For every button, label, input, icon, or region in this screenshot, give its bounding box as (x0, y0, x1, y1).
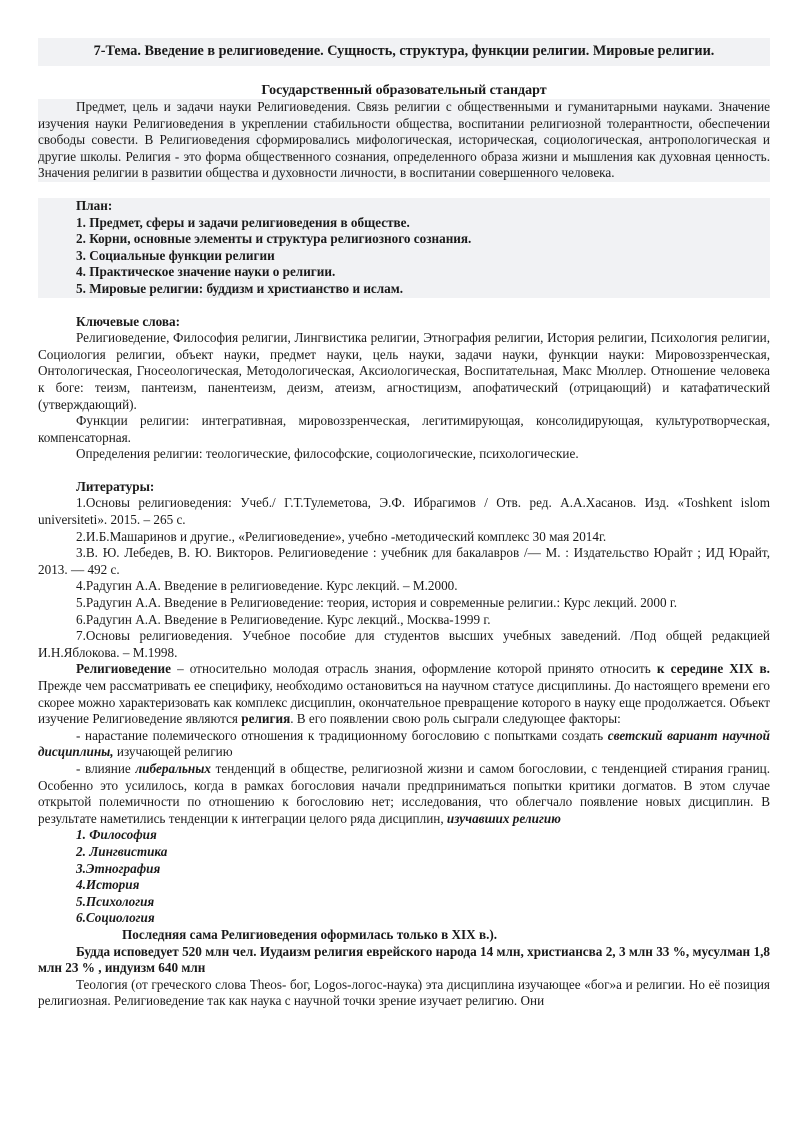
discipline-item: 5.Психология (76, 893, 155, 909)
stats-line: Будда исповедует 520 млн чел. Иудаизм религия еврейского народа 14 млн, христиансва 2, 3 млн 33 %, мусулман 1,8 млн 23 % , индуизм 640 млн (38, 943, 770, 976)
text-run: - нарастание полемического отношения к традиционному богословию с попытками создать (76, 727, 608, 743)
discipline-item: 3.Этнография (76, 860, 161, 876)
plan-item: 1. Предмет, сферы и задачи религиоведения в обществе. (76, 214, 410, 230)
keywords-definitions: Определения религии: теологические, философские, социологические, психологические. (76, 446, 579, 462)
plan-section (38, 198, 770, 298)
keywords-functions: Функции религии: интегративная, мировоззренческая, легитимирующая, консолидирующая, культуротворческая, компенсаторная. (38, 413, 770, 445)
plan-item: 5. Мировые религии: буддизм и христианство и ислам. (76, 280, 404, 296)
discipline-item: 2. Лингвистика (76, 843, 168, 859)
standard-text: Предмет, цель и задачи науки Религиоведения. Связь религии с общественными и гуманитарными науками. Значение изучения науки Религиоведения в укреплении стабильности общества, воспитании религиозной толерантности, обеспечении свободы совести. В Религиоведения сформировались мифологическая, историческая, социологическая, антропологическая и другие школы. Религия - это форма общественного сознания, определенного образа жизни и мышления как духовная ценность. Значения религии в развитии общества и духовности личности, в воспитании совершенного человека. (38, 99, 770, 181)
literature-item: 5.Радугин А.А. Введение в Религиоведение: теория, история и современные религии.: Курс лекций. 2000 г. (76, 595, 678, 611)
page-title: 7-Тема. Введение в религиоведение. Сущность, структура, функции религии. Мировые религии. (38, 38, 770, 66)
emphasis-studying: изучавших религию (446, 810, 561, 826)
plan-item: 3. Социальные функции религии (76, 247, 275, 263)
discipline-item: 4.История (76, 877, 140, 893)
emphasis-religiya: религия (241, 711, 291, 727)
literature-item: 6.Радугин А.А. Введение в Религиоведение. Курс лекций., Москва-1999 г. (76, 611, 491, 627)
discipline-item: 1. Философия (76, 827, 157, 843)
text-run: – относительно молодая отрасль знания, оформление которой принято относить (170, 661, 657, 677)
final-paragraph: Теология (от греческого слова Theos- бог, Logos-логос-наука) эта дисциплина изучающее «бог»а и религии. Но её позиция религиозная. Религиоведение так как наука с научной точки зрение изучает религию. Они (38, 976, 770, 1009)
emphasis-secular: светский вариант научной дисциплины, (38, 727, 770, 760)
literature-item: 7.Основы религиоведения. Учебное пособие для студентов высших учебных заведений. /Под общей редакцией И.Н.Яблокова. – М.1998. (38, 628, 770, 660)
body-paragraph-2 (38, 728, 770, 761)
body-paragraph-3 (38, 761, 770, 827)
plan-item: 4. Практическое значение науки о религии. (76, 264, 336, 280)
emphasis-xix: к середине XIX в. (656, 661, 770, 677)
body-paragraph-1 (38, 661, 770, 727)
plan-heading: План: (76, 197, 113, 213)
text-run: изучающей религию (113, 744, 233, 760)
term-religiovedenie: Религиоведение (76, 661, 171, 677)
literature-item: 4.Радугин А.А. Введение в религиоведение. Курс лекций. – М.2000. (76, 578, 458, 594)
keywords-paragraph: Религиоведение, Философия религии, Лингвистика религии, Этнография религии, История религии, Психология религии, Социология религии, объект науки, предмет науки, цель науки, задачи науки, функции науки: Мировоззренческая, Онтологическая, Гносеологическая, Методологическая, Аксиологическая, Воспитательная, Макс Мюллер. Отношение человека к боге: теизм, пантеизм, панентеизм, деизм, атеизм, агностицизм, апофатический (отрицающий) и катафатический (утверждающий). (38, 330, 770, 412)
text-run: тенденций в обществе, религиозной жизни и самом богословии, с тенденцией стирания границ. Особенно это усилилось, когда в рамках богословия начали предприниматься попытки критики догматов. В этом случае открытой полемичности по отношению к богословию нет; исследования, что облегчало появление новых дисциплин. В результате наметились тенденции к интеграции целого ряда дисциплин, (38, 760, 770, 826)
document-page (38, 38, 770, 1010)
discipline-item: 6.Социология (76, 910, 155, 926)
literature-heading: Литературы: (76, 478, 155, 494)
literature-item: 2.И.Б.Машаринов и другие., «Религиоведение», учебно -методический комплекс 30 мая 2014г. (76, 528, 607, 544)
text-run: - влияние (76, 760, 136, 776)
literature-item: 3.В. Ю. Лебедев, В. Ю. Викторов. Религиоведение : учебник для бакалавров /— М. : Издательство Юрайт ; ИД Юрайт, 2013. — 492 с. (38, 545, 770, 577)
emphasis-liberal: либеральных (135, 760, 211, 776)
keywords-heading: Ключевые слова: (76, 313, 181, 329)
literature-item: 1.Основы религиоведения: Учеб./ Г.Т.Тулеметова, Э.Ф. Ибрагимов / Отв. ред. А.А.Хасанов. Изд. «Toshkent islom universiteti». 2015. – 265 с. (38, 495, 770, 528)
text-run: . В его появлении свою роль сыграли следующее факторы: (290, 711, 621, 727)
last-line: Последняя сама Религиоведения оформилась только в XIX в.). (122, 926, 498, 942)
standard-heading: Государственный образовательный стандарт (261, 83, 547, 98)
plan-item: 2. Корни, основные элементы и структура религиозного сознания. (76, 231, 472, 247)
text-run: Прежде чем рассматривать ее специфику, необходимо остановиться на научном статусе дисциплины. До настоящего времени его скорее можно характеризовать как комплекс дисциплин, окончательное превращение которого в науку еще продолжается. Объект изучение Религиоведение являются (38, 678, 770, 727)
